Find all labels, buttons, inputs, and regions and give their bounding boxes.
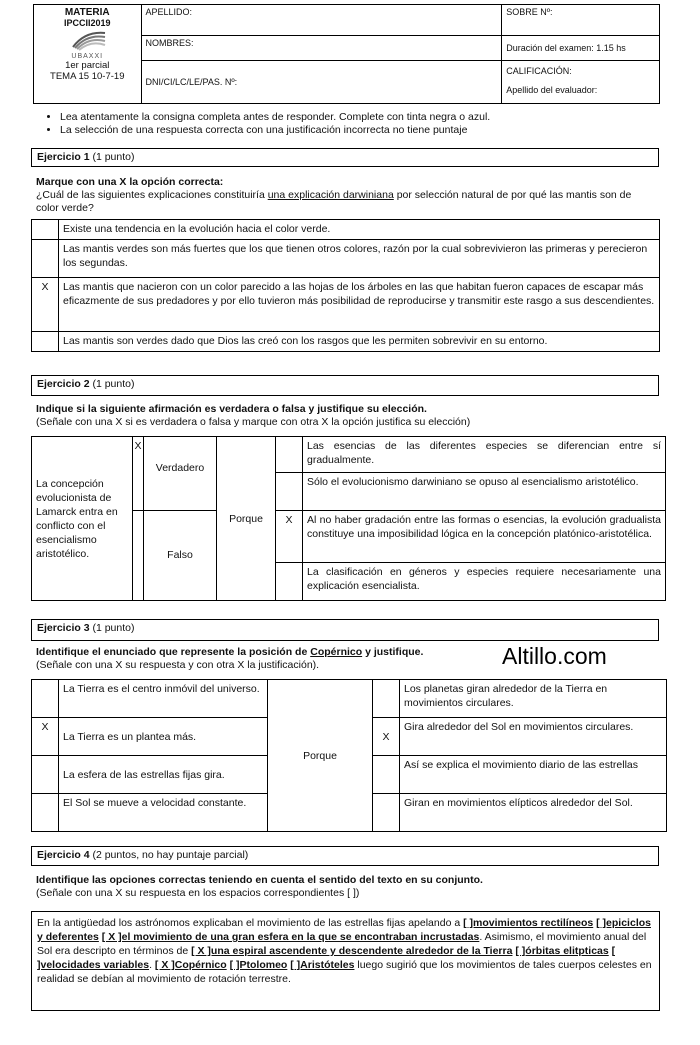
reason-mark[interactable] [276, 563, 303, 601]
ej1-option-row[interactable] [32, 278, 660, 332]
reason-mark[interactable] [276, 473, 303, 511]
ej4-option[interactable]: [ ]Ptolomeo [229, 959, 288, 971]
ej3-prompt-underline: Copérnico [310, 646, 363, 658]
watermark: Altillo.com [502, 643, 607, 669]
left-text: La Tierra es el centro inmóvil del universo. [59, 680, 268, 718]
option-mark[interactable]: X [32, 278, 59, 332]
ej1-option-row[interactable] [32, 240, 660, 278]
duracion: Duración del examen: 1.15 hs [502, 35, 660, 61]
ej4-text: En la antigüedad los astrónomos explicaban el movimiento de las estrellas fijas apelando a [37, 917, 464, 929]
ej2-points: (1 punto) [89, 378, 135, 390]
right-mark[interactable]: X [373, 718, 400, 756]
option-text: Las mantis que nacieron con un color parecido a las hojas de los árboles en las que habitan fueron capaces de escapar más eficazmente de sus predadores y por ello tuvieron más posibilidad de reproducirse y transmitir este rasgo a sus descendientes. [59, 278, 660, 332]
left-text: La Tierra es un plantea más. [59, 718, 268, 756]
right-text: Así se explica el movimiento diario de las estrellas [400, 756, 667, 794]
ej4-option[interactable]: [ ]velocidades variables [37, 945, 616, 971]
ej4-sub: (Señale con una X su respuesta en los espacios correspondientes [ ]) [36, 887, 360, 899]
left-mark[interactable] [32, 680, 59, 718]
ej2-title: Ejercicio 2 [37, 378, 90, 390]
ej4-option[interactable]: [ X ]Copérnico [154, 959, 227, 971]
ej3-title: Ejercicio 3 [37, 622, 90, 634]
instruction-item: • La selección de una respuesta correcta con una justificación incorrecta no tiene puntaje [60, 124, 490, 137]
right-mark[interactable] [373, 756, 400, 794]
tema: TEMA 15 10-7-19 [50, 71, 125, 82]
ubaxxi-logo-icon [65, 29, 109, 51]
ej3-title-box [31, 619, 659, 641]
ej1-q-underline: una explicación darwiniana [267, 189, 394, 201]
ej4-text: luego sugirió que los movimientos de tales cuerpos celestes en realidad se debían al movimiento de rotación terrestre. [37, 959, 652, 985]
ej1-option-row[interactable] [32, 220, 660, 240]
left-text: El Sol se mueve a velocidad constante. [59, 794, 268, 832]
ej2-prompt: Indique si la siguiente afirmación es verdadera o falsa y justifique su elección. [36, 403, 427, 415]
ej4-option[interactable]: [ ]órbitas elitpticas [515, 945, 609, 957]
left-text: La esfera de las estrellas fijas gira. [59, 756, 268, 794]
ej4-text: . Asimismo, el movimiento anual del Sol era descripto en términos de [37, 931, 647, 957]
materia-cell [34, 5, 142, 104]
reason-text: Sólo el evolucionismo darwiniano se opuso al esencialismo aristotélico. [303, 473, 666, 511]
ej4-prompt: Identifique las opciones correctas teniendo en cuenta el sentido del texto en su conjunto. [36, 874, 483, 886]
instruction-item: • Lea atentamente la consigna completa antes de responder. Complete con tinta negra o azul. [60, 111, 490, 124]
ej1-options-table [31, 219, 660, 352]
ej3-prompt-post: y justifique. [362, 646, 424, 658]
right-text: Gira alrededor del Sol en movimientos circulares. [400, 718, 667, 756]
option-mark[interactable] [32, 240, 59, 278]
exam-header [33, 4, 660, 104]
calificacion-cell [502, 61, 660, 104]
right-mark[interactable] [373, 680, 400, 718]
reason-text: Al no haber gradación entre las formas o esencias, la evolución gradualista constituye una imposibilidad lógica en la concepción platónico-aristotélica. [303, 511, 666, 563]
falso-mark[interactable] [133, 511, 144, 601]
instructions-list [40, 111, 490, 137]
materia-label: MATERIA [64, 7, 110, 18]
ej4-option[interactable]: [ ]epiciclos y deferentes [37, 917, 651, 943]
reason-mark[interactable]: X [276, 511, 303, 563]
reason-mark[interactable] [276, 437, 303, 473]
parcial: 1er parcial [65, 60, 110, 71]
logo-text: UBAXXI [71, 53, 104, 60]
reason-text: La clasificación en géneros y especies requiere necesariamente una explicación esencialista. [303, 563, 666, 601]
calificacion-label: CALIFICACIÓN: [506, 66, 572, 77]
ej4-title: Ejercicio 4 [37, 849, 90, 861]
ej4-title-box [31, 846, 659, 866]
dni-field[interactable]: DNI/CI/LC/LE/PAS. Nº: [141, 61, 502, 104]
ej1-title-box [31, 148, 659, 167]
ej3-points: (1 punto) [89, 622, 135, 634]
nombres-field[interactable]: NOMBRES: [141, 35, 502, 61]
ej1-title: Ejercicio 1 [37, 151, 90, 163]
ej3-sub: (Señale con una X su respuesta y con otra X la justificación). [36, 659, 320, 671]
right-text: Giran en movimientos elípticos alrededor del Sol. [400, 794, 667, 832]
option-mark[interactable] [32, 332, 59, 352]
ej4-text: . [149, 959, 155, 971]
ej4-question [36, 874, 656, 900]
ej1-prompt: Marque con una X la opción correcta: [36, 176, 224, 188]
ej4-option[interactable]: [ X ]el movimiento de una gran esfera en la que se encontraban incrustadas [101, 931, 480, 943]
ej2-question [36, 403, 656, 429]
ej2-table [31, 436, 666, 601]
apellido-field[interactable]: APELLIDO: [141, 5, 502, 36]
option-text: Existe una tendencia en la evolución hacia el color verde. [59, 220, 660, 240]
option-mark[interactable] [32, 220, 59, 240]
verdadero-mark[interactable]: X [133, 437, 144, 511]
sobre-field[interactable]: SOBRE Nº: [502, 5, 660, 36]
ej1-points: (1 punto) [89, 151, 135, 163]
verdadero-label: Verdadero [144, 437, 217, 511]
ej3-table [31, 679, 667, 832]
ej1-q-pre: ¿Cuál de las siguientes explicaciones constituiría [36, 189, 268, 201]
option-text: Las mantis son verdes dado que Dios las creó con los rasgos que les permiten sobrevivir en su entorno. [59, 332, 660, 352]
ej2-statement: La concepción evolucionista de Lamarck entra en conflicto con el esencialismo aristotélico. [32, 437, 133, 601]
ej2-sub: (Señale con una X si es verdadera o falsa y marque con otra X la opción justifica su elección) [36, 416, 471, 428]
ej1-q-post: por selección natural de por qué las mantis son de color verde? [36, 189, 632, 214]
left-mark[interactable] [32, 756, 59, 794]
ej4-option[interactable]: [ ]movimientos rectilíneos [463, 917, 594, 929]
ej4-points: (2 puntos, no hay puntaje parcial) [89, 849, 249, 861]
ej4-option[interactable]: [ ]Aristóteles [290, 959, 355, 971]
left-mark[interactable] [32, 794, 59, 832]
falso-label: Falso [144, 511, 217, 601]
ej1-question [36, 176, 656, 215]
right-text: Los planetas giran alrededor de la Tierra en movimientos circulares. [400, 680, 667, 718]
right-mark[interactable] [373, 794, 400, 832]
ej3-prompt-pre: Identifique el enunciado que represente la posición de [36, 646, 311, 658]
ej3-porque: Porque [268, 680, 373, 832]
ej2-title-box [31, 375, 659, 396]
ej4-option[interactable]: [ X ]una espiral ascendente y descendente alrededor de la Tierra [191, 945, 513, 957]
ej1-option-row[interactable] [32, 332, 660, 352]
ej2-porque: Porque [217, 437, 276, 601]
option-text: Las mantis verdes son más fuertes que los que tienen otros colores, razón por la cual sobrevivieron las primeras y perecieron los segundas. [59, 240, 660, 278]
evaluador-label: Apellido del evaluador: [506, 85, 598, 96]
left-mark[interactable]: X [32, 718, 59, 756]
reason-text: Las esencias de las diferentes especies se diferencian entre sí gradualmente. [303, 437, 666, 473]
ej4-text-box [31, 911, 660, 1011]
materia-value: IPCCII2019 [63, 18, 111, 28]
